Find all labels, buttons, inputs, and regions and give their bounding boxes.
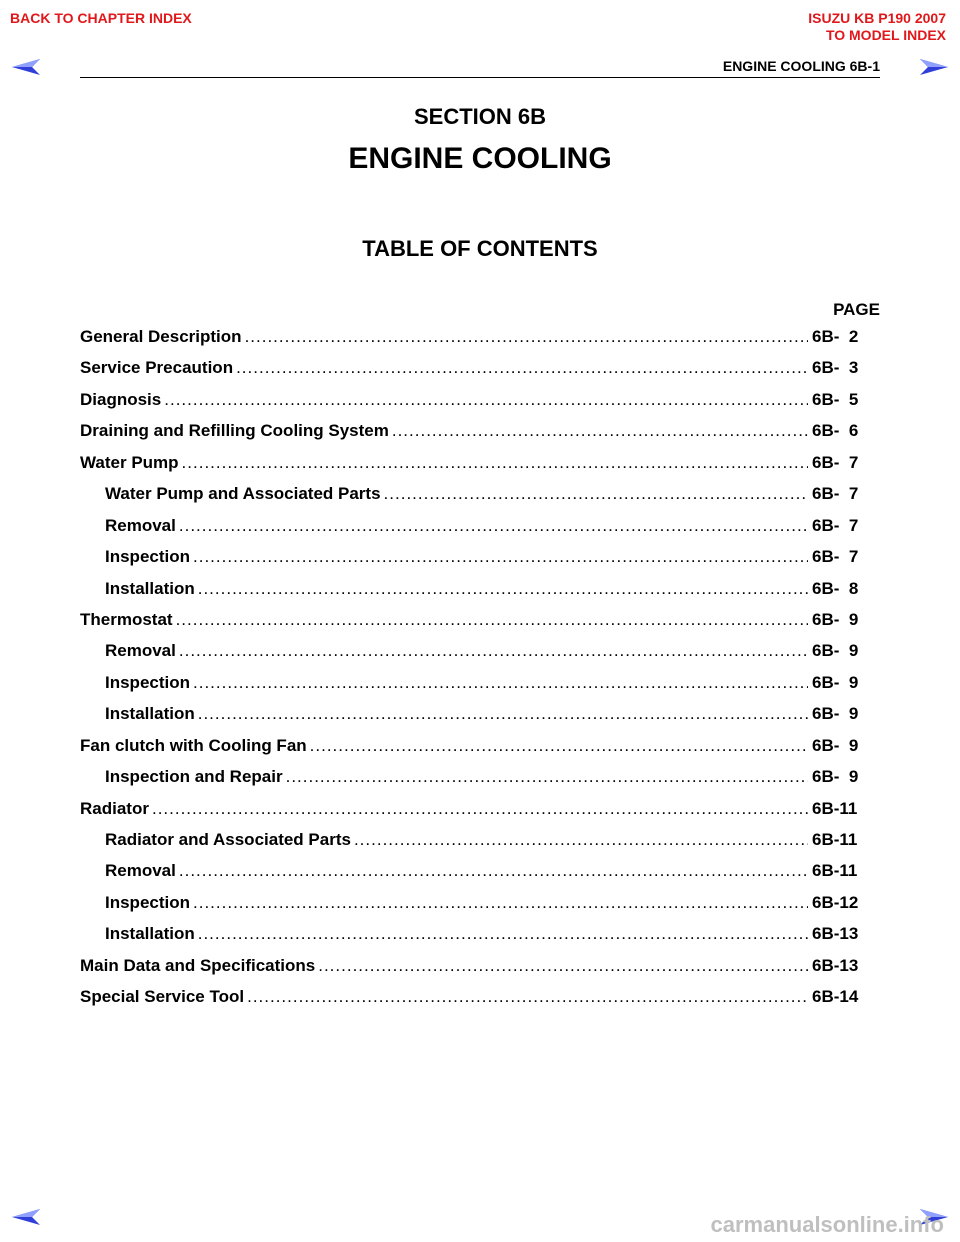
dot-leader (179, 861, 808, 881)
toc-entry[interactable] (80, 610, 870, 641)
dot-leader (198, 704, 808, 724)
toc-entry[interactable] (80, 799, 870, 830)
header-rule (80, 77, 880, 78)
toc-subentry[interactable] (80, 547, 870, 578)
section-label: SECTION 6B (413, 104, 547, 129)
toc-entry-label: General Description (80, 327, 242, 346)
page-column-header: PAGE (833, 300, 880, 319)
toc-entry-label: Diagnosis (80, 389, 162, 409)
toc-entry-page: 6B-11 (812, 830, 858, 849)
dot-leader (179, 516, 808, 536)
toc-entry-page: 6B- 5 (812, 389, 859, 409)
dot-leader (176, 610, 808, 630)
dot-leader (236, 358, 808, 378)
toc-entry-label: Inspection (105, 547, 191, 567)
toc-entry-page: 6B- 3 (812, 358, 859, 378)
dot-leader (198, 579, 808, 599)
dot-leader (354, 830, 808, 850)
toc-entry-label: Inspection and Repair (105, 767, 283, 787)
toc-entry-label: Inspection (105, 672, 191, 692)
toc-entry-page: 6B- 9 (812, 609, 859, 629)
dot-leader (198, 924, 808, 944)
toc-entry[interactable] (80, 390, 870, 421)
toc-entry-page: 6B- 7 (812, 515, 859, 535)
toc-entry-label: Service Precaution (80, 358, 234, 378)
dot-leader (245, 327, 808, 347)
dot-leader (318, 956, 808, 976)
toc-subentry[interactable] (80, 704, 870, 735)
toc-subentry[interactable] (80, 673, 870, 704)
toc-entry-label: Removal (105, 515, 176, 535)
toc-subentry[interactable] (80, 579, 870, 610)
table-of-contents (80, 327, 870, 1019)
dot-leader (193, 673, 808, 693)
dot-leader (182, 453, 808, 473)
toc-subentry[interactable] (80, 924, 870, 955)
prev-page-arrow-icon[interactable] (12, 58, 40, 76)
toc-entry-page: 6B- 9 (812, 672, 859, 692)
toc-entry-label: Radiator and Associated Parts (105, 830, 351, 849)
toc-entry[interactable] (80, 421, 870, 452)
toc-entry-label: Removal (105, 641, 176, 661)
toc-entry-page: 6B- 8 (812, 578, 859, 598)
model-index-link[interactable] (808, 10, 946, 44)
toc-entry-label: Draining and Refilling Cooling System (80, 421, 389, 441)
toc-entry-label: Water Pump and Associated Parts (105, 484, 381, 504)
toc-subentry[interactable] (80, 767, 870, 798)
toc-entry-page: 6B-13 (812, 955, 859, 975)
toc-subentry[interactable] (80, 830, 870, 861)
dot-leader (193, 893, 808, 913)
toc-entry-page: 6B- 9 (812, 767, 859, 787)
toc-entry[interactable] (80, 327, 870, 358)
toc-subentry[interactable] (80, 893, 870, 924)
to-model-index-label: TO MODEL INDEX (825, 27, 946, 43)
prev-page-arrow-icon[interactable] (12, 1208, 40, 1226)
toc-entry-label: Installation (105, 704, 195, 724)
toc-entry[interactable] (80, 736, 870, 767)
dot-leader (392, 421, 808, 441)
toc-entry-label: Radiator (80, 798, 149, 818)
toc-entry-page: 6B-13 (812, 924, 859, 944)
toc-entry[interactable] (80, 987, 870, 1018)
toc-subentry[interactable] (80, 484, 870, 515)
running-header: ENGINE COOLING 6B-1 (722, 58, 880, 74)
toc-entry-page: 6B- 9 (812, 704, 859, 724)
toc-entry-page: 6B- 9 (812, 641, 859, 661)
dot-leader (193, 547, 808, 567)
dot-leader (286, 767, 808, 787)
toc-entry-page: 6B- 7 (812, 547, 859, 567)
toc-entry-label: Special Service Tool (80, 987, 245, 1007)
toc-entry-label: Thermostat (80, 609, 173, 629)
model-name: ISUZU KB P190 2007 (808, 10, 946, 26)
toc-entry[interactable] (80, 453, 870, 484)
toc-title: TABLE OF CONTENTS (362, 236, 598, 261)
toc-entry-label: Inspection (105, 892, 191, 912)
back-to-chapter-index-link[interactable]: BACK TO CHAPTER INDEX (10, 10, 192, 26)
section-title: ENGINE COOLING (348, 142, 612, 175)
toc-entry-label: Water Pump (80, 452, 179, 472)
toc-entry-label: Main Data and Specifications (80, 955, 316, 975)
dot-leader (164, 390, 808, 410)
dot-leader (179, 641, 808, 661)
toc-subentry[interactable] (80, 516, 870, 547)
dot-leader (247, 987, 808, 1007)
toc-entry[interactable] (80, 358, 870, 389)
toc-entry-page: 6B- 7 (812, 452, 859, 472)
toc-entry-page: 6B- 7 (812, 484, 859, 504)
dot-leader (384, 484, 808, 504)
toc-entry-page: 6B-11 (812, 861, 858, 881)
toc-subentry[interactable] (80, 641, 870, 672)
dot-leader (310, 736, 808, 756)
toc-entry-page: 6B- 9 (812, 735, 859, 755)
toc-entry-page: 6B- 6 (812, 421, 859, 441)
toc-entry-page: 6B- 2 (812, 327, 859, 346)
toc-entry-page: 6B-14 (812, 987, 859, 1007)
toc-entry-label: Installation (105, 578, 195, 598)
toc-entry-page: 6B-12 (812, 892, 859, 912)
toc-entry-page: 6B-11 (812, 798, 858, 818)
watermark: carmanualsonline.info (710, 1212, 944, 1237)
toc-subentry[interactable] (80, 861, 870, 892)
toc-entry[interactable] (80, 956, 870, 987)
toc-entry-label: Fan clutch with Cooling Fan (80, 735, 307, 755)
toc-entry-label: Installation (105, 924, 195, 944)
dot-leader (152, 799, 808, 819)
toc-entry-label: Removal (105, 861, 176, 881)
next-page-arrow-icon[interactable] (920, 58, 948, 76)
